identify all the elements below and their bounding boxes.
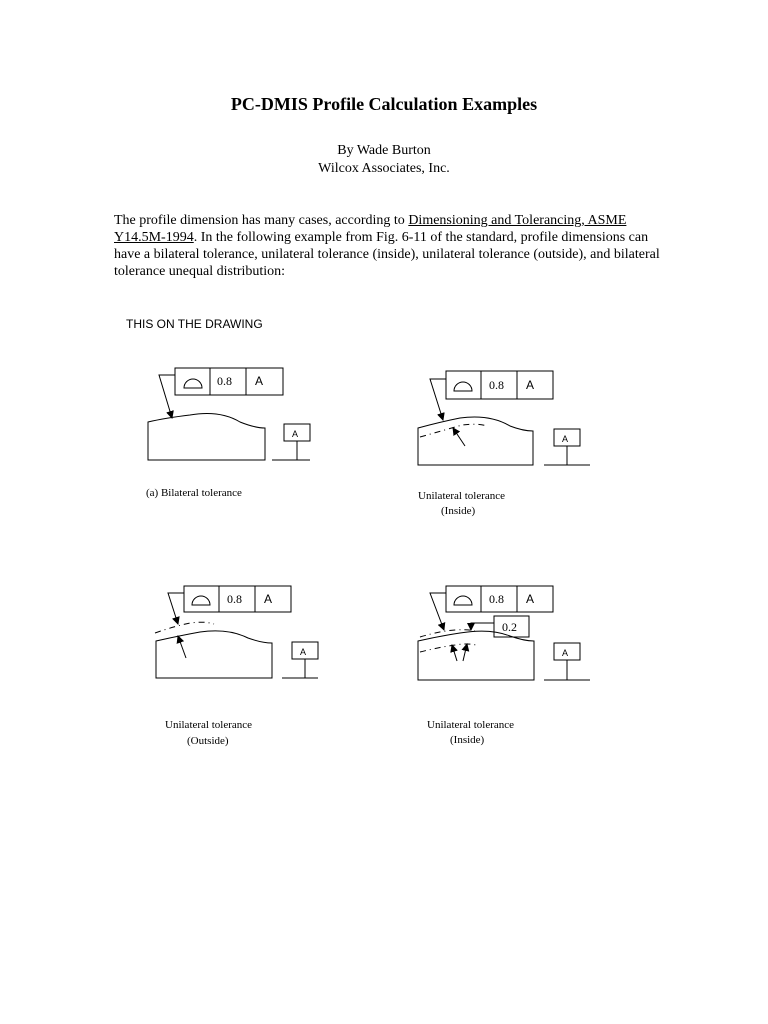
profile-of-surface-icon [454, 596, 472, 605]
datum-reference: A [526, 378, 535, 392]
part-outline [418, 417, 533, 465]
intro-text-before: The profile dimension has many cases, according to [114, 213, 409, 228]
datum-label: A [292, 429, 299, 439]
leader-arrow [168, 593, 184, 624]
dimension-arrow [453, 428, 465, 446]
datum-feature-symbol [544, 643, 590, 680]
part-outline [148, 414, 265, 460]
extra-dimension-value: 0.2 [502, 620, 517, 634]
caption-line2: (Inside) [450, 734, 485, 746]
dimension-arrow [178, 636, 186, 658]
figure-unilateral-outside [155, 586, 318, 747]
profile-of-surface-icon [454, 382, 472, 391]
datum-reference: A [526, 592, 535, 606]
datum-feature-symbol [272, 424, 310, 460]
tolerance-zone-line-inner [420, 644, 476, 652]
dimension-arrow [463, 644, 467, 661]
datum-label: A [300, 647, 307, 657]
author-byline: By Wade Burton [337, 143, 431, 158]
figure-bilateral [146, 368, 310, 499]
caption-line1: Unilateral tolerance [165, 719, 253, 731]
figure-unequal-distribution [418, 586, 590, 746]
part-outline [156, 631, 272, 678]
part-outline [418, 631, 534, 680]
tolerance-zone-line [420, 424, 487, 437]
datum-label: A [562, 648, 569, 658]
caption-line2: (Inside) [441, 505, 476, 517]
feature-control-frame [446, 586, 553, 612]
page-title: PC-DMIS Profile Calculation Examples [230, 94, 538, 114]
tolerance-zone-line-outer [420, 630, 475, 637]
datum-label: A [562, 434, 569, 444]
feature-control-frame [184, 586, 291, 612]
feature-control-frame [446, 371, 553, 399]
caption-line1: Unilateral tolerance [427, 719, 515, 731]
profile-of-surface-icon [192, 596, 210, 605]
drawing-label: THIS ON THE DRAWING [126, 317, 263, 331]
secondary-dimension-box [471, 616, 529, 637]
datum-feature-symbol [282, 642, 318, 678]
author-company: Wilcox Associates, Inc. [318, 161, 450, 176]
figure-unilateral-inside [418, 371, 590, 517]
feature-control-frame [175, 368, 283, 395]
profile-of-surface-icon [184, 379, 202, 388]
leader-arrow [159, 375, 175, 418]
dimension-arrow [452, 645, 457, 661]
tolerance-value: 0.8 [489, 592, 504, 606]
tolerance-value: 0.8 [489, 378, 504, 392]
datum-reference: A [255, 374, 264, 388]
tolerance-value: 0.8 [217, 374, 232, 388]
caption: (a) Bilateral tolerance [146, 487, 242, 499]
tolerance-value: 0.8 [227, 592, 242, 606]
caption-line2: (Outside) [187, 735, 229, 747]
leader-arrow [430, 593, 446, 630]
datum-feature-symbol [544, 429, 590, 465]
intro-text-after: . In the following example from Fig. 6-11 of the standard, profile dimensions can have a bilateral tolerance, unilateral tolerance (inside), unilateral tolerance (outside), and bilateral tolerance unequal distribution: [114, 230, 660, 279]
datum-reference: A [264, 592, 273, 606]
caption-line1: Unilateral tolerance [418, 490, 506, 502]
leader-arrow [430, 379, 446, 420]
intro-reference: Dimensioning and Tolerancing, ASME Y14.5M-1994 [114, 213, 627, 245]
